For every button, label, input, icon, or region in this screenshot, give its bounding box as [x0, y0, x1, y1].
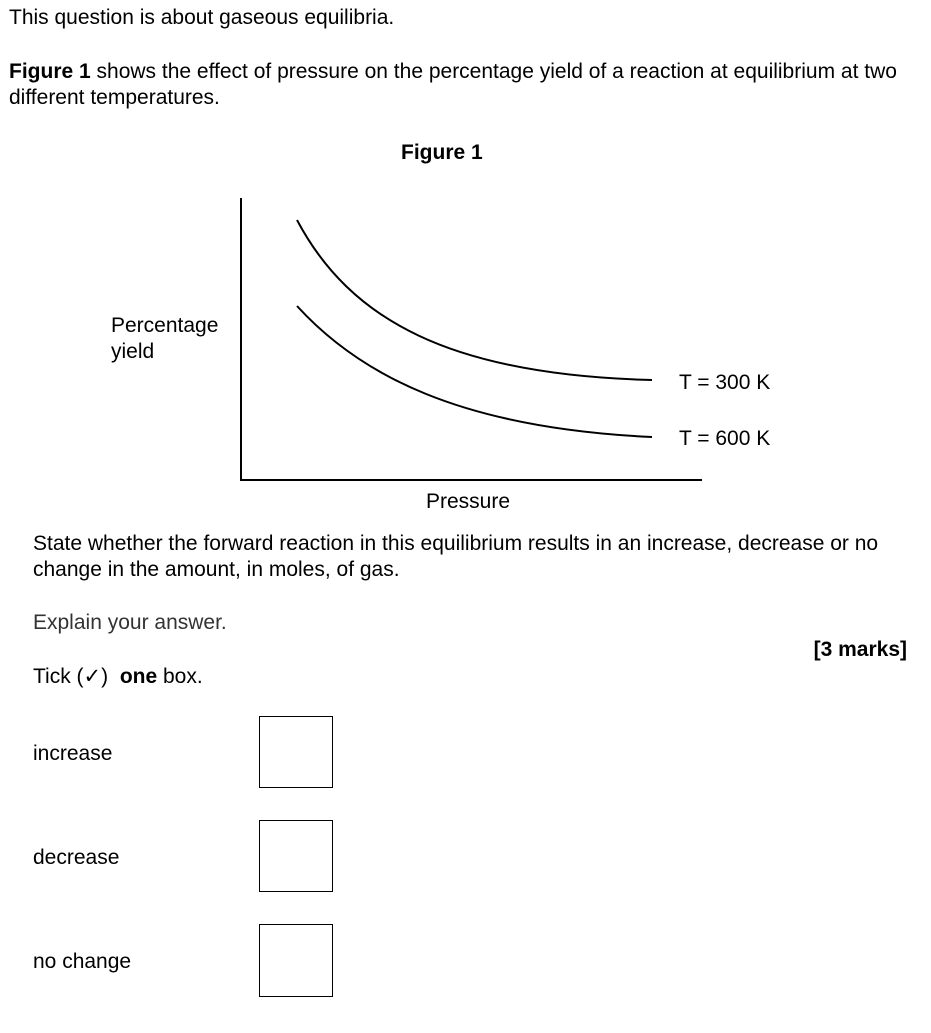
option-label-no-change: no change	[33, 950, 132, 973]
tick-prefix: Tick (✓)	[33, 665, 120, 688]
checkbox-no-change[interactable]	[259, 924, 333, 997]
tick-suffix: box.	[157, 665, 203, 688]
intro-text: This question is about gaseous equilibria.	[9, 6, 395, 29]
option-label-increase: increase	[33, 742, 113, 765]
series-label-600k: T = 600 K	[679, 427, 771, 450]
figure-title: Figure 1	[401, 141, 483, 164]
marks-badge: [3 marks]	[813, 638, 907, 661]
series-label-300k: T = 300 K	[679, 371, 771, 394]
yield-pressure-chart	[100, 190, 800, 520]
option-label-decrease: decrease	[33, 846, 120, 869]
tick-one: one	[119, 665, 158, 688]
explain-text: Explain your answer.	[33, 611, 227, 634]
x-axis-label: Pressure	[426, 490, 511, 513]
y-axis-label-line2: yield	[111, 340, 155, 363]
figure-description	[9, 59, 909, 111]
checkbox-decrease[interactable]	[259, 820, 333, 892]
tick-instruction	[33, 664, 203, 690]
checkbox-increase[interactable]	[259, 716, 333, 788]
curve-600k	[297, 306, 652, 437]
y-axis-label-line1: Percentage	[111, 314, 219, 337]
figure-description-rest: shows the effect of pressure on the percentage yield of a reaction at equilibrium at two different temperatures.	[9, 60, 897, 109]
question-text: State whether the forward reaction in this equilibrium results in an increase, decrease or no change in the amount, in moles, of gas.	[33, 532, 879, 581]
curve-300k	[297, 220, 652, 380]
figure-ref: Figure 1	[9, 60, 91, 83]
